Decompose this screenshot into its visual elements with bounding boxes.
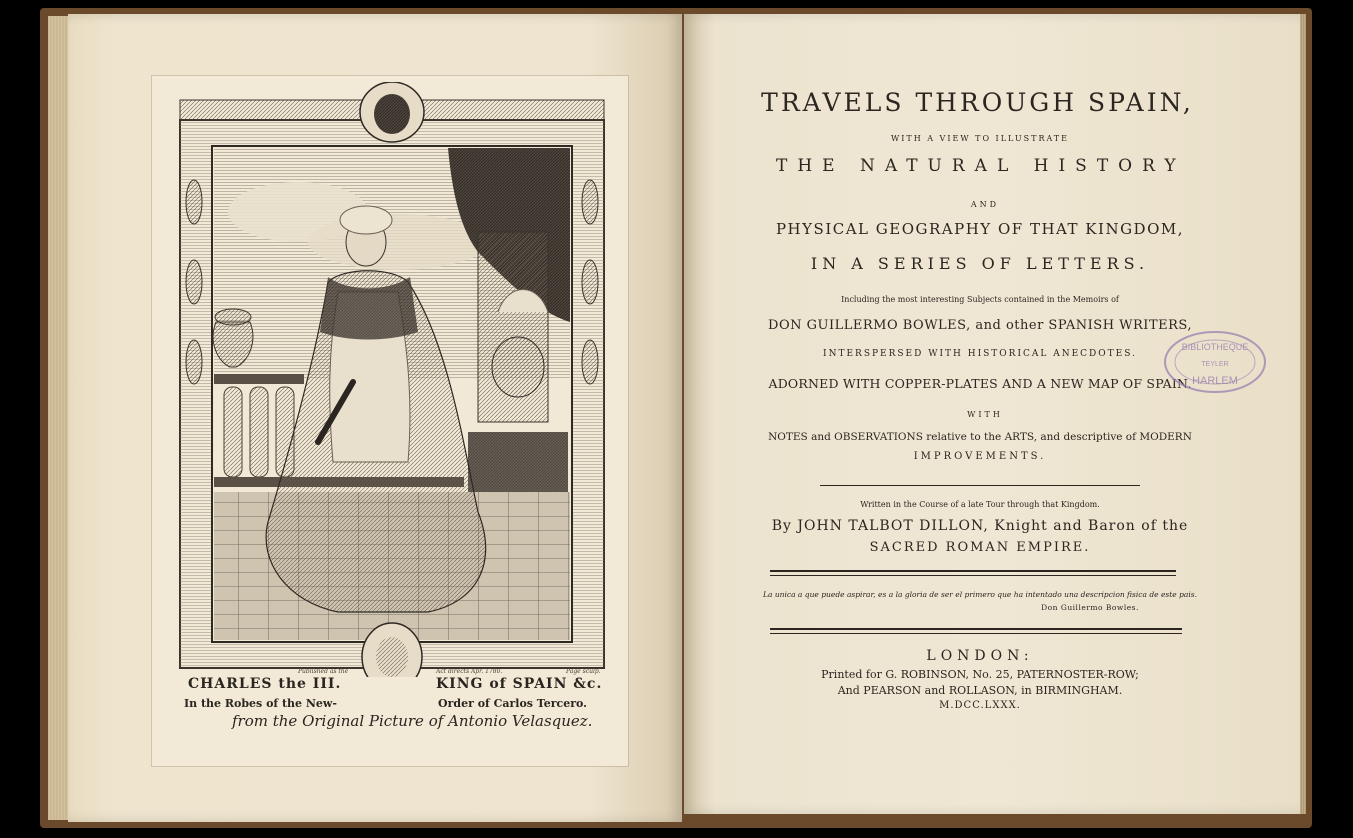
with-line: WITH: [967, 410, 1003, 419]
don-bowles-line: DON GUILLERMO BOWLES, and other SPANISH WRITERS,: [768, 318, 1192, 333]
divider-double-top-thin: [770, 575, 1176, 576]
imprint-printer: Printed for G. ROBINSON, No. 25, PATERNOSTER-ROW;: [821, 668, 1139, 681]
imprint-second-printer: And PEARSON and ROLLASON, in BIRMINGHAM.: [837, 684, 1123, 697]
published-note-left: Published as the: [298, 668, 349, 675]
divider-double-bottom-thin: [770, 633, 1182, 634]
including-note: Including the most interesting Subjects contained in the Memoirs of: [841, 295, 1119, 304]
stamp-line2: TEYLER: [1201, 361, 1229, 368]
subtitle-view: WITH A VIEW TO ILLUSTRATE: [891, 134, 1069, 143]
adorned-line: ADORNED WITH COPPER-PLATES AND A NEW MAP OF SPAIN.: [768, 376, 1192, 391]
stamp-line1: BIBLIOTHEQUE: [1181, 342, 1249, 352]
caption-source: from the Original Picture of Antonio Velasquez.: [232, 712, 593, 730]
published-note-right: Act directs Apr. 1780.: [436, 668, 503, 675]
stamp-line3: HARLEM: [1192, 375, 1238, 387]
empire-line: SACRED ROMAN EMPIRE.: [869, 540, 1091, 555]
caption-line2-right: Order of Carlos Tercero.: [438, 697, 587, 710]
spanish-quote: La unica a que puede aspirar, es a la gloria de ser el primero que ha intentado una descripcion fisica de este pais.: [762, 590, 1198, 599]
divider-double-top: [770, 570, 1176, 572]
library-stamp: [1162, 328, 1268, 396]
written-note: Written in the Course of a late Tour through that Kingdom.: [860, 500, 1100, 509]
interspersed-line: INTERSPERSED WITH HISTORICAL ANECDOTES.: [823, 349, 1137, 359]
author-line: By JOHN TALBOT DILLON, Knight and Baron of the: [771, 518, 1189, 534]
imprint-year: M.DCC.LXXX.: [939, 700, 1021, 711]
imprint-london: LONDON:: [926, 648, 1034, 664]
page-edges-right: [1300, 14, 1306, 814]
caption-name-left: CHARLES the III.: [188, 676, 342, 692]
divider-double-bottom: [770, 628, 1182, 630]
subtitle-letters: IN A SERIES OF LETTERS.: [810, 254, 1150, 273]
improvements-line: IMPROVEMENTS.: [913, 451, 1047, 462]
engraver-note: Page sculp.: [566, 668, 601, 675]
page-edges-left: [48, 16, 70, 820]
notes-line: NOTES and OBSERVATIONS relative to the ARTS, and descriptive of MODERN: [768, 431, 1192, 443]
subtitle-natural-history: THE NATURAL HISTORY: [776, 156, 1186, 176]
caption-name-right: KING of SPAIN &c.: [436, 676, 603, 692]
portrait-engraving: [178, 82, 606, 677]
divider-short: [820, 485, 1140, 486]
quote-attribution: Don Guillermo Bowles.: [1041, 603, 1139, 612]
subtitle-and: AND: [970, 200, 1000, 209]
subtitle-geography: PHYSICAL GEOGRAPHY OF THAT KINGDOM,: [775, 220, 1185, 238]
book-title: TRAVELS THROUGH SPAIN,: [761, 88, 1194, 117]
caption-line2-left: In the Robes of the New-: [184, 697, 337, 710]
